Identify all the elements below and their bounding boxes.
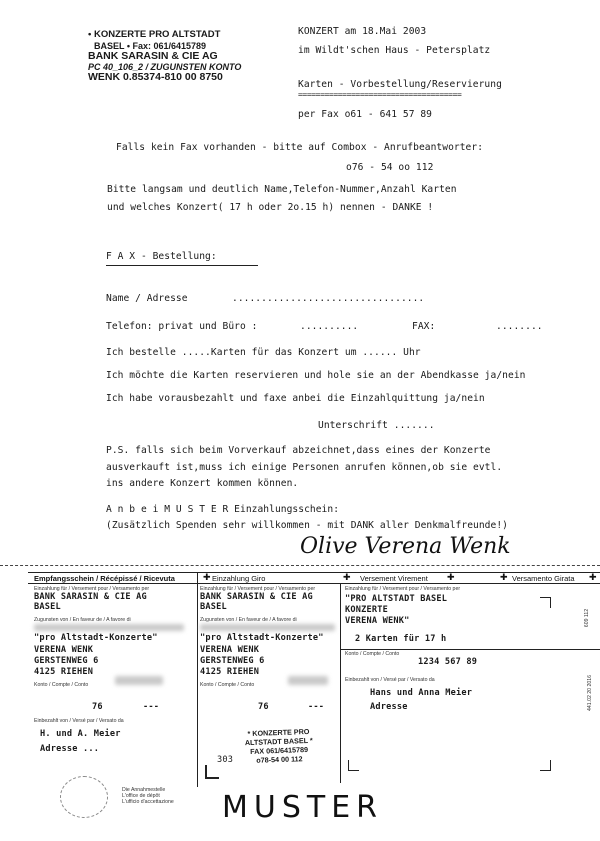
receipt-bank-city: BASEL bbox=[34, 602, 61, 612]
fax-field[interactable]: ........ bbox=[496, 321, 543, 332]
giro-account-label: Konto / Compte / Conto bbox=[200, 682, 255, 688]
receipt-bank-name: BANK SARASIN & CIE AG bbox=[34, 592, 147, 602]
tab-receipt: Empfangsschein / Récépissé / Ricevuta bbox=[34, 574, 175, 583]
combox-number: o76 - 54 oo 112 bbox=[346, 162, 434, 173]
tab-virement: Versement Virement bbox=[360, 574, 428, 583]
swiss-cross-icon: ✚ bbox=[203, 572, 211, 582]
header-left-block bbox=[88, 30, 241, 83]
receipt-recipient-city: 4125 RIEHEN bbox=[34, 667, 94, 677]
tab-giro: Einzahlung Giro bbox=[212, 574, 266, 583]
tab-girata: Versamento Girata bbox=[512, 574, 575, 583]
virement-paid-by-label: Einbezahlt von / Versé par / Versato da bbox=[345, 677, 435, 683]
organizer-stamp bbox=[244, 727, 313, 765]
receipt-blurred-account bbox=[34, 624, 184, 631]
acceptance-stamp-circle bbox=[60, 776, 108, 818]
slip-tab-border bbox=[28, 583, 600, 584]
virement-tickets: 2 Karten für 17 h bbox=[355, 634, 447, 644]
corner-mark-icon bbox=[540, 760, 551, 771]
sample-slip-line: A n b e i M U S T E R Einzahlungsschein: bbox=[106, 504, 340, 515]
slip-lower-border bbox=[340, 649, 600, 650]
name-field[interactable]: ................................. bbox=[232, 293, 425, 304]
swiss-cross-icon: ✚ bbox=[343, 572, 351, 582]
stamp-number: 303 bbox=[217, 755, 234, 765]
stamp-line-3: FAX 061/6415789 bbox=[249, 744, 309, 757]
giro-amount: 76 bbox=[258, 702, 269, 712]
request-line-2: und welches Konzert( 17 h oder 2o.15 h) nennen - DANKE ! bbox=[107, 202, 434, 213]
giro-favour-value: pro Altstadt-Konzerte bbox=[205, 633, 319, 643]
combox-instruction: Falls kein Fax vorhanden - bitte auf Combox - Anrufbeantworter: bbox=[116, 142, 484, 153]
side-code-2: 441.02 20 2016 bbox=[587, 674, 594, 712]
receipt-payer-name: H. und A. Meier bbox=[40, 729, 121, 739]
receipt-favour-text: "pro Altstadt-Konzerte" bbox=[34, 633, 158, 643]
giro-amount-cents: --- bbox=[308, 702, 325, 712]
giro-favour-text: "pro Altstadt-Konzerte" bbox=[200, 633, 324, 643]
signature-label: Unterschrift ....... bbox=[318, 420, 435, 431]
swiss-cross-icon: ✚ bbox=[500, 572, 508, 582]
receipt-paid-by-label: Einbezahlt von / Versé par / Versato da bbox=[34, 718, 124, 724]
reservation-heading: Karten - Vorbestellung/Reservierung bbox=[298, 79, 502, 90]
giro-favour-label: Zugunsten von / En faveur de / A favore di bbox=[200, 617, 297, 623]
giro-recipient-street: GERSTENWEG 6 bbox=[200, 656, 265, 666]
virement-title-3: VERENA WENK" bbox=[345, 616, 410, 626]
receipt-favour-label: Zugunsten von / En faveur de / A favore di bbox=[34, 617, 131, 623]
phone-label: Telefon: privat und Büro : bbox=[106, 321, 258, 332]
receipt-for-label: Einzahlung für / Versement pour / Versamento per bbox=[34, 586, 150, 592]
stamp-line-1: * KONZERTE PRO bbox=[247, 726, 310, 739]
receipt-amount-cents: --- bbox=[143, 702, 160, 712]
receipt-recipient-name: VERENA WENK bbox=[34, 645, 94, 655]
virement-for-label: Einzahlung für / Versement pour / Versamento per bbox=[345, 586, 461, 592]
ps-line-3: ins andere Konzert kommen können. bbox=[106, 478, 299, 489]
postal-account: PC 40_106_2 / ZUGUNSTEN KONTO bbox=[88, 61, 242, 72]
receipt-account-label: Konto / Compte / Conto bbox=[34, 682, 89, 688]
donation-line: (Zusätzlich Spenden sehr willkommen - mit DANK aller Denkmalfreunde!) bbox=[106, 520, 508, 531]
name-label: Name / Adresse bbox=[106, 293, 188, 304]
virement-payer-name: Hans und Anna Meier bbox=[370, 688, 473, 698]
receipt-blurred-number bbox=[115, 676, 163, 685]
receipt-favour-value: pro Altstadt-Konzerte bbox=[39, 633, 153, 643]
beneficiary-account: WENK 0.85374-810 00 8750 bbox=[88, 71, 223, 83]
ps-line-1: P.S. falls sich beim Vorverkauf abzeichnet,dass eines der Konzerte bbox=[106, 445, 491, 456]
stamp-line-4: o78-54 00 112 bbox=[256, 754, 303, 765]
giro-for-label: Einzahlung für / Versement pour / Versamento per bbox=[200, 586, 316, 592]
reserve-line: Ich möchte die Karten reservieren und hole sie an der Abendkasse ja/nein bbox=[106, 370, 526, 381]
giro-blurred-number bbox=[288, 676, 328, 685]
slip-divider-middle bbox=[340, 583, 341, 783]
org-name: • KONZERTE PRO ALTSTADT bbox=[88, 29, 221, 40]
handwritten-signature: Olive Verena Wenk bbox=[300, 534, 511, 559]
swiss-cross-icon: ✚ bbox=[447, 572, 455, 582]
giro-bank-city: BASEL bbox=[200, 602, 227, 612]
form-title: F A X - Bestellung: bbox=[106, 251, 217, 262]
org-city-fax: BASEL • Fax: 061/6415789 bbox=[94, 40, 207, 51]
fax-number: per Fax o61 - 641 57 89 bbox=[298, 109, 432, 120]
swiss-cross-icon: ✚ bbox=[589, 572, 597, 582]
form-title-underline bbox=[106, 265, 258, 266]
concert-date: KONZERT am 18.Mai 2003 bbox=[298, 26, 427, 37]
virement-title-2: KONZERTE bbox=[345, 605, 388, 615]
fax-label: FAX: bbox=[412, 321, 436, 332]
giro-recipient-name: VERENA WENK bbox=[200, 645, 260, 655]
muster-stamp: MUSTER bbox=[222, 790, 384, 825]
slip-divider-left bbox=[197, 572, 198, 787]
receipt-recipient-street: GERSTENWEG 6 bbox=[34, 656, 99, 666]
receipt-payer-address: Adresse ... bbox=[40, 744, 100, 754]
side-code-1: 609 112 bbox=[584, 608, 591, 628]
corner-mark-icon bbox=[205, 765, 219, 779]
request-line-1: Bitte langsam und deutlich Name,Telefon-Nummer,Anzahl Karten bbox=[107, 184, 457, 195]
corner-mark-icon bbox=[540, 597, 551, 608]
acceptance-office-label: Die Annahmestelle L'office de dépôt L'ufficio d'accettazione bbox=[122, 787, 174, 805]
order-line: Ich bestelle .....Karten für das Konzert um ...... Uhr bbox=[106, 347, 421, 358]
giro-recipient-city: 4125 RIEHEN bbox=[200, 667, 260, 677]
perforation-line bbox=[0, 565, 600, 566]
phone-field[interactable]: .......... bbox=[300, 321, 359, 332]
stamp-line-2: ALTSTADT BASEL * bbox=[244, 735, 313, 748]
heading-double-rule: ===================================== bbox=[298, 90, 462, 99]
slip-top-border bbox=[28, 572, 600, 573]
ps-line-2: ausverkauft ist,muss ich einige Personen anrufen können,ob sie evtl. bbox=[106, 462, 503, 473]
prepaid-line: Ich habe vorausbezahlt und faxe anbei die Einzahlquittung ja/nein bbox=[106, 393, 485, 404]
corner-mark-icon bbox=[348, 760, 359, 771]
giro-blurred-account bbox=[200, 624, 335, 631]
bank-name: BANK SARASIN & CIE AG bbox=[88, 50, 218, 62]
virement-title-1: "PRO ALTSTADT BASEL bbox=[345, 594, 448, 604]
concert-location: im Wildt'schen Haus - Petersplatz bbox=[298, 45, 491, 56]
virement-account-label: Konto / Compte / Conto bbox=[345, 651, 400, 657]
receipt-amount: 76 bbox=[92, 702, 103, 712]
giro-bank-name: BANK SARASIN & CIE AG bbox=[200, 592, 313, 602]
virement-payer-address: Adresse bbox=[370, 702, 408, 712]
virement-ref-number: 1234 567 89 bbox=[418, 657, 478, 667]
